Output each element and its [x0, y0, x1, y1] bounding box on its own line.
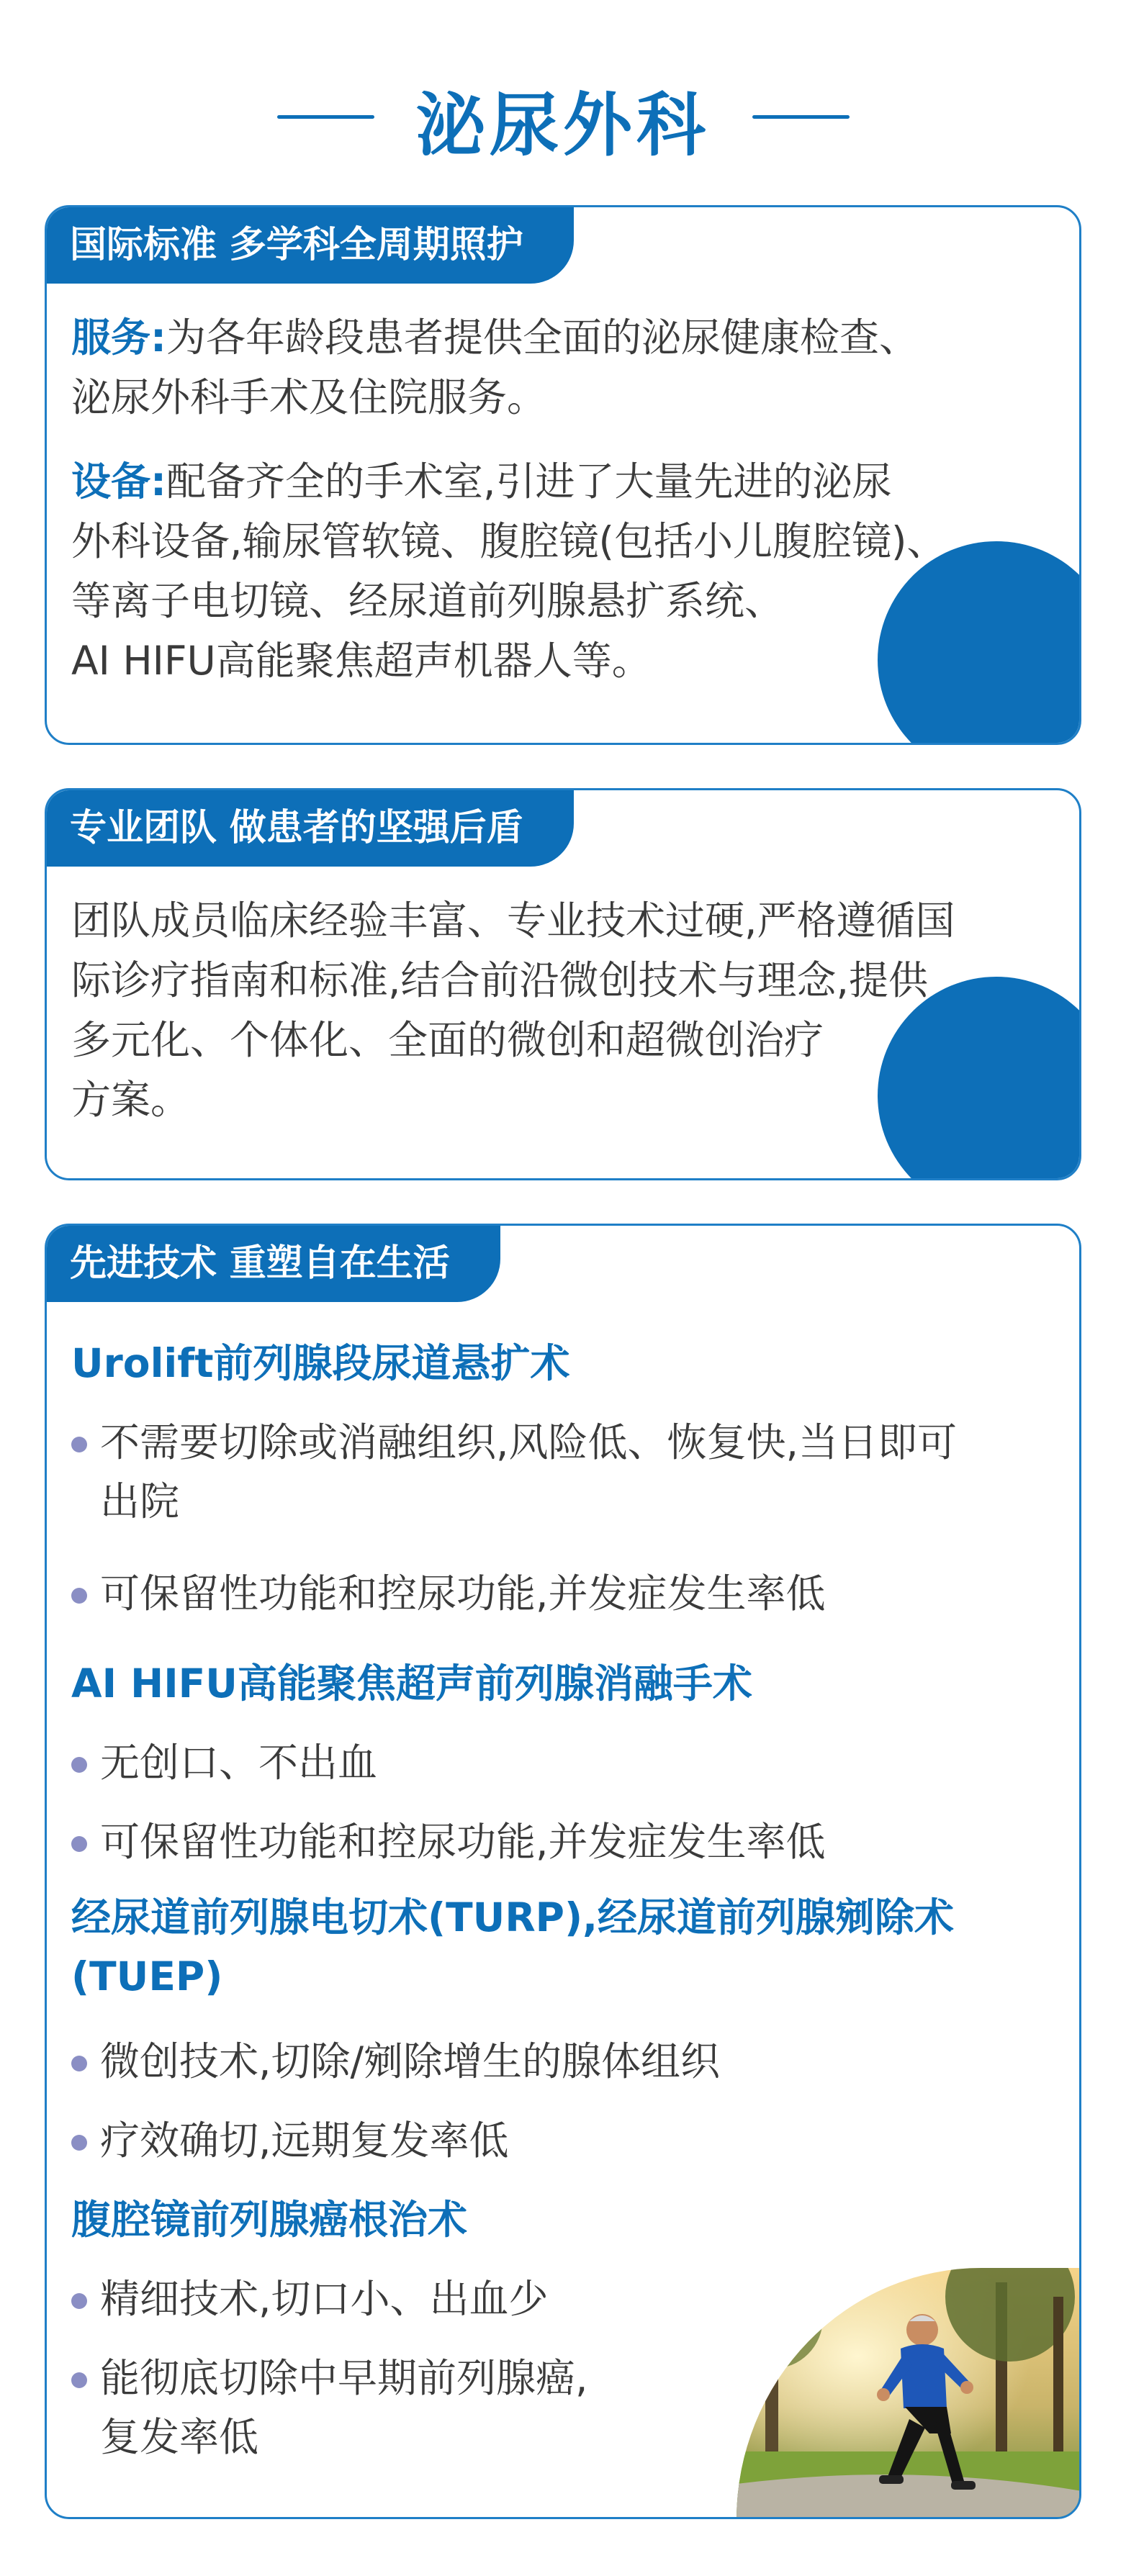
team-line: 方案。: [71, 1077, 191, 1123]
bullet-item: [71, 1564, 1036, 1623]
card-tag: 专业团队 做患者的坚强后盾: [47, 790, 574, 867]
bullet-line: 精细技术,切口小、出血少: [100, 2276, 549, 2322]
service-paragraph: [71, 308, 1058, 428]
equipment-line: 外科设备,输尿管软镜、腹腔镜(包括小儿腹腔镜)、: [71, 518, 947, 564]
bullet-item: [71, 2032, 1036, 2091]
bullet-item: [71, 1812, 1036, 1871]
bullet-line: 复发率低: [100, 2414, 259, 2460]
title-decor-line-right: [752, 115, 850, 119]
bullet-line: 疗效确切,远期复发率低: [100, 2118, 509, 2164]
card-standards: [45, 205, 1081, 745]
bullet-line: 出院: [100, 1478, 180, 1524]
card-tag: 国际标准 多学科全周期照护: [47, 207, 574, 284]
card-technology: [45, 1224, 1081, 2519]
equipment-paragraph: [71, 452, 1058, 691]
page-title: 泌尿外科: [416, 85, 710, 166]
bullet-dot-icon: [71, 1757, 87, 1773]
bullet-dot-icon: [71, 1836, 87, 1852]
bullet-item: [71, 1413, 1036, 1531]
section-title-hifu: AI HIFU高能聚焦超声前列腺消融手术: [71, 1660, 752, 1707]
equipment-line: 等离子电切镜、经尿道前列腺悬扩系统、: [71, 578, 785, 624]
team-line: 际诊疗指南和标准,结合前沿微创技术与理念,提供: [71, 957, 928, 1003]
equipment-line: AI HIFU高能聚焦超声机器人等。: [71, 638, 652, 684]
bullet-item: [71, 2111, 1036, 2170]
team-paragraph: [71, 891, 1058, 1130]
section-title-line: (TUEP): [71, 1953, 223, 1999]
page-header: [0, 56, 1126, 166]
bullet-line: 可保留性功能和控尿功能,并发症发生率低: [100, 1571, 826, 1617]
service-line: 为各年龄段患者提供全面的泌尿健康检查、: [166, 315, 919, 361]
section-title-urolift: Urolift前列腺段尿道悬扩术: [71, 1340, 570, 1386]
service-line: 泌尿外科手术及住院服务。: [71, 374, 547, 420]
bullet-dot-icon: [71, 2293, 87, 2309]
team-line: 团队成员临床经验丰富、专业技术过硬,严格遵循国: [71, 898, 955, 944]
section-title-turp: [71, 1888, 1058, 2006]
team-line: 多元化、个体化、全面的微创和超微创治疗: [71, 1017, 824, 1063]
bullet-item: [71, 1733, 1036, 1792]
bullet-item: [71, 2349, 705, 2467]
bullet-item: [71, 2269, 1036, 2328]
bullet-dot-icon: [71, 2135, 87, 2151]
section-title-line: 经尿道前列腺电切术(TURP),经尿道前列腺剜除术: [71, 1894, 955, 1940]
bullet-line: 不需要切除或消融组织,风险低、恢复快,当日即可: [100, 1419, 957, 1465]
bullet-line: 微创技术,切除/剜除增生的腺体组织: [100, 2038, 721, 2084]
bullet-line: 无创口、不出血: [100, 1740, 378, 1786]
bullet-dot-icon: [71, 1437, 87, 1452]
equipment-key: 设备:: [71, 458, 166, 505]
service-key: 服务:: [71, 315, 166, 361]
bullet-dot-icon: [71, 1588, 87, 1604]
bullet-line: 可保留性功能和控尿功能,并发症发生率低: [100, 1819, 826, 1865]
equipment-line: 配备齐全的手术室,引进了大量先进的泌尿: [166, 458, 892, 505]
card-team: [45, 788, 1081, 1180]
card-tag: 先进技术 重塑自在生活: [47, 1226, 500, 1302]
bullet-dot-icon: [71, 2372, 87, 2388]
section-title-laparoscopic: 腹腔镜前列腺癌根治术: [71, 2197, 468, 2243]
bullet-dot-icon: [71, 2056, 87, 2071]
bullet-line: 能彻底切除中早期前列腺癌,: [100, 2355, 588, 2401]
